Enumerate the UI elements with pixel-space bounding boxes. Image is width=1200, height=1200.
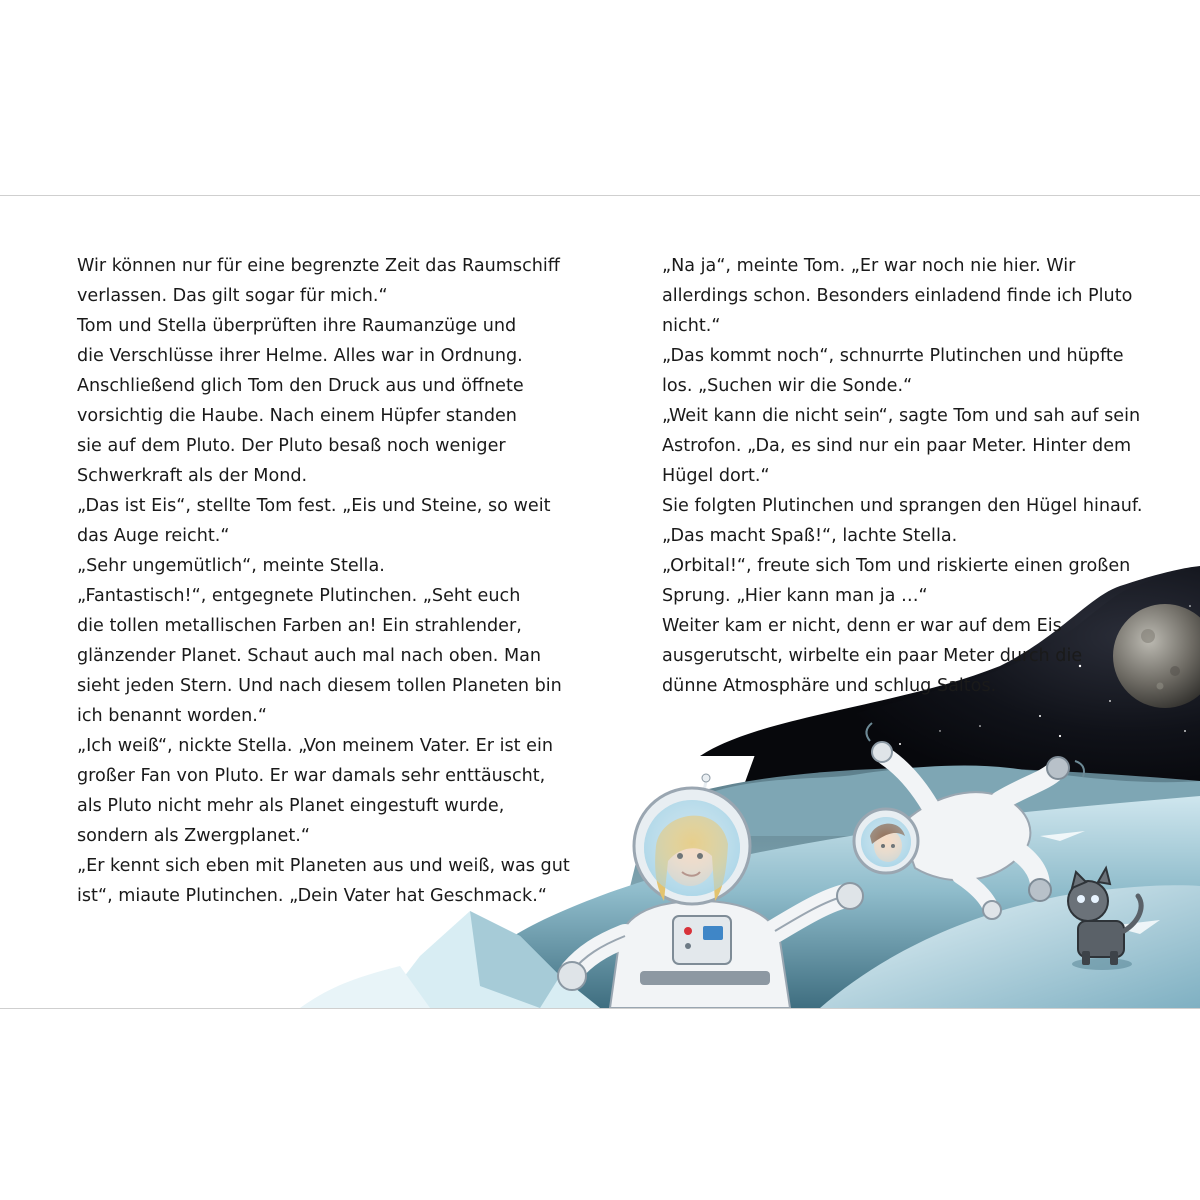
text-line: nicht.“: [662, 316, 721, 336]
left-text-column: [77, 251, 570, 911]
text-line: das Auge reicht.“: [77, 526, 230, 546]
text-line: Astrofon. „Da, es sind nur ein paar Meter. Hinter dem: [662, 436, 1132, 456]
text-line: sieht jeden Stern. Und nach diesem tollen Planeten bin: [77, 676, 562, 696]
text-line: Hügel dort.“: [662, 466, 770, 486]
text-line: Schwerkraft als der Mond.: [77, 466, 308, 486]
text-line: „Er kennt sich eben mit Planeten aus und weiß, was gut: [77, 856, 570, 876]
text-line: „Das kommt noch“, schnurrte Plutinchen und hüpfte: [662, 346, 1124, 366]
text-line: Wir können nur für eine begrenzte Zeit das Raumschiff: [77, 256, 560, 276]
text-line: „Sehr ungemütlich“, meinte Stella.: [77, 556, 385, 576]
text-line: Weiter kam er nicht, denn er war auf dem Eis: [662, 616, 1062, 636]
text-line: „Das ist Eis“, stellte Tom fest. „Eis und Steine, so weit: [77, 496, 551, 516]
text-line: Tom und Stella überprüften ihre Raumanzüge und: [77, 316, 517, 336]
text-line: die Verschlüsse ihrer Helme. Alles war in Ordnung.: [77, 346, 523, 366]
text-line: vorsichtig die Haube. Nach einem Hüpfer standen: [77, 406, 517, 426]
text-line: glänzender Planet. Schaut auch mal nach oben. Man: [77, 646, 542, 666]
text-line: „Orbital!“, freute sich Tom und riskierte einen großen: [662, 556, 1131, 576]
text-line: verlassen. Das gilt sogar für mich.“: [77, 286, 388, 306]
text-line: Sprung. „Hier kann man ja …“: [662, 586, 928, 606]
text-line: ich benannt worden.“: [77, 706, 267, 726]
text-line: los. „Suchen wir die Sonde.“: [662, 376, 913, 396]
text-line: Sie folgten Plutinchen und sprangen den Hügel hinauf.: [662, 496, 1143, 516]
text-line: „Na ja“, meinte Tom. „Er war noch nie hier. Wir: [662, 256, 1076, 276]
right-text-column: [662, 251, 1142, 701]
text-line: ausgerutscht, wirbelte ein paar Meter durch die: [662, 646, 1083, 666]
text-line: als Pluto nicht mehr als Planet eingestuft wurde,: [77, 796, 505, 816]
text-line: „Ich weiß“, nickte Stella. „Von meinem Vater. Er ist ein: [77, 736, 554, 756]
book-spread: [0, 195, 1200, 1009]
text-line: Anschließend glich Tom den Druck aus und öffnete: [77, 376, 524, 396]
text-line: ist“, miaute Plutinchen. „Dein Vater hat Geschmack.“: [77, 886, 547, 906]
text-line: sie auf dem Pluto. Der Pluto besaß noch weniger: [77, 436, 506, 456]
text-line: dünne Atmosphäre und schlug Saltos.: [662, 676, 997, 696]
text-line: die tollen metallischen Farben an! Ein strahlender,: [77, 616, 522, 636]
text-line: „Fantastisch!“, entgegnete Plutinchen. „Seht euch: [77, 586, 521, 606]
text-line: „Das macht Spaß!“, lachte Stella.: [662, 526, 958, 546]
text-line: „Weit kann die nicht sein“, sagte Tom und sah auf sein: [662, 406, 1141, 426]
text-line: sondern als Zwergplanet.“: [77, 826, 310, 846]
text-line: großer Fan von Pluto. Er war damals sehr enttäuscht,: [77, 766, 546, 786]
text-line: allerdings schon. Besonders einladend finde ich Pluto: [662, 286, 1133, 306]
